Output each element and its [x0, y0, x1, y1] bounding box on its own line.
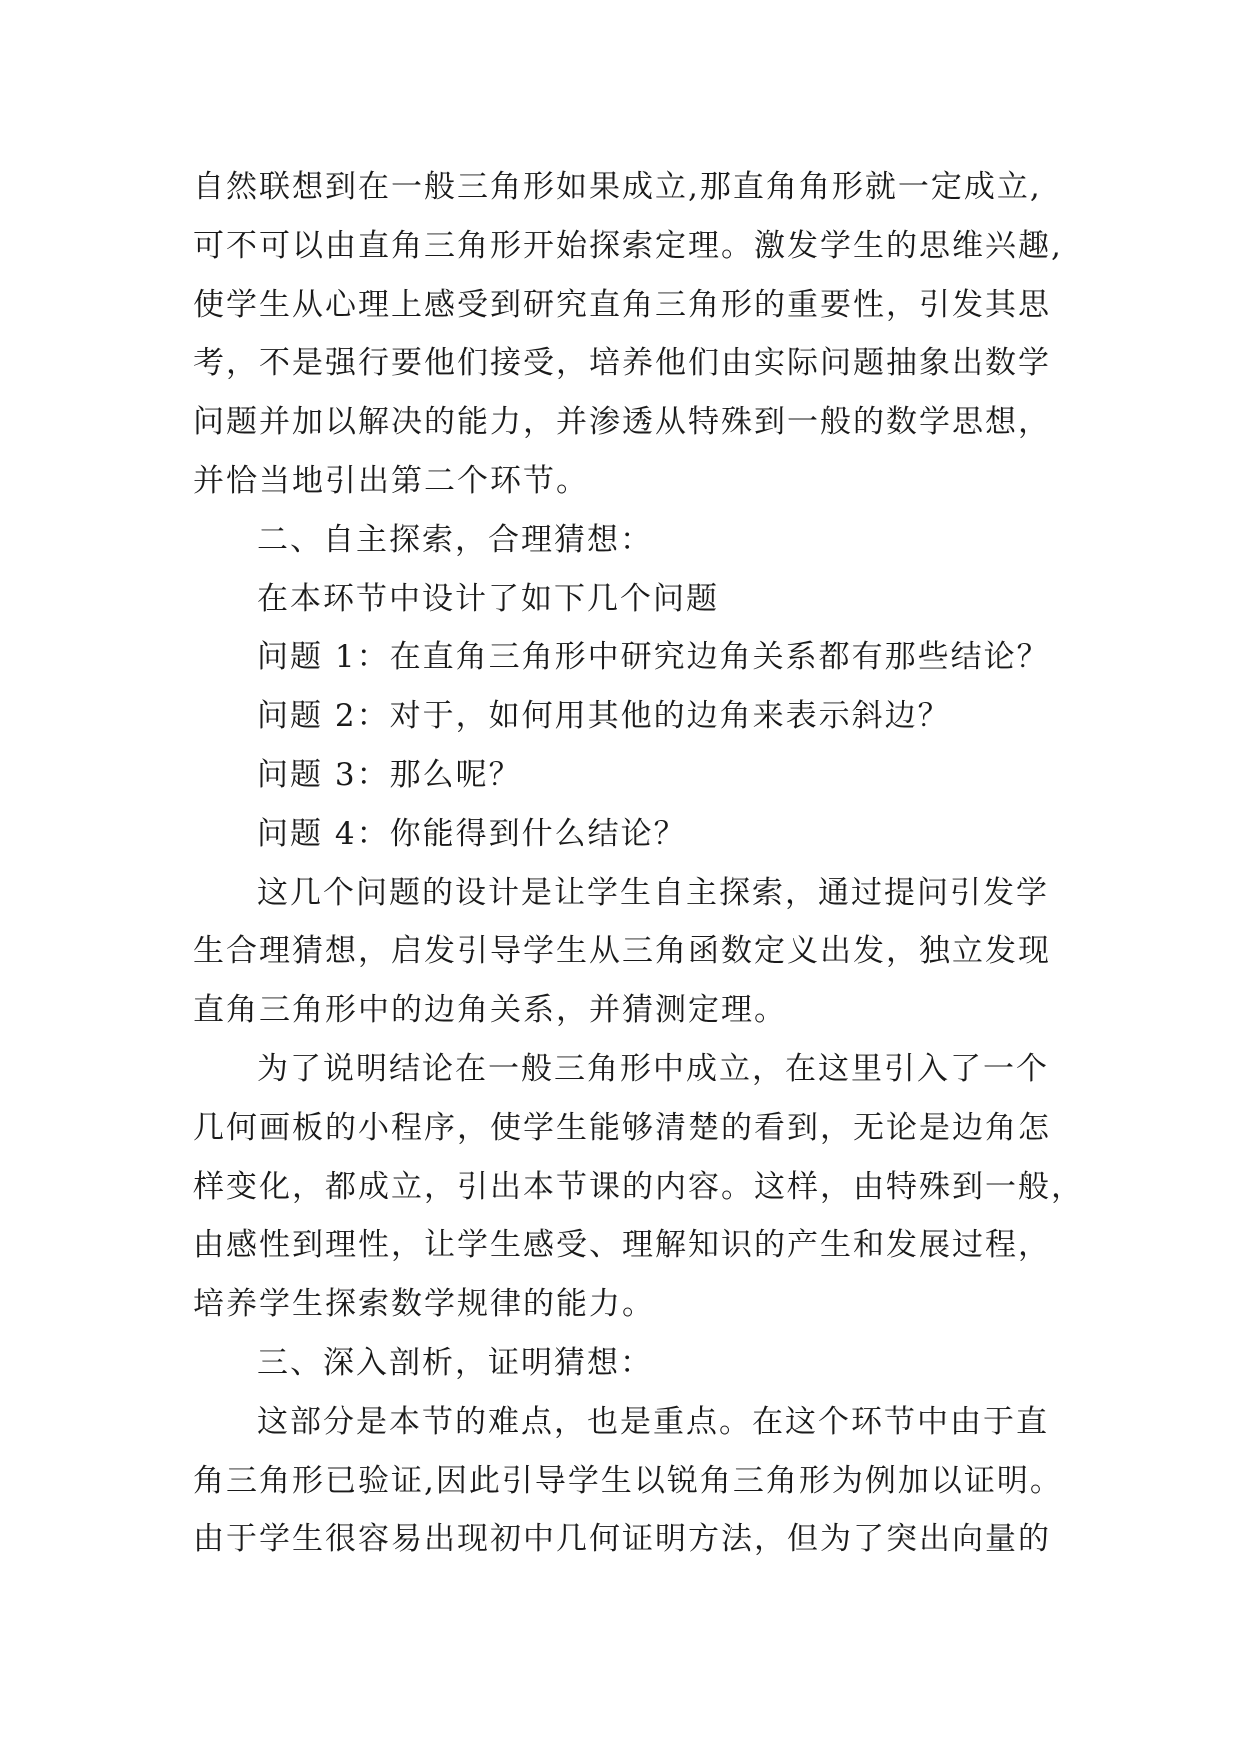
text-line: 生合理猜想，启发引导学生从三角函数定义出发，独立发现 [193, 933, 1051, 970]
question-line: 问题 2：对于，如何用其他的边角来表示斜边？ [257, 698, 951, 735]
text-line: 考，不是强行要他们接受，培养他们由实际问题抽象出数学 [193, 345, 1051, 382]
text-line: 在本环节中设计了如下几个问题 [257, 580, 719, 617]
question-line: 问题 3：那么呢？ [257, 756, 522, 793]
text-line: 这几个问题的设计是让学生自主探索，通过提问引发学 [257, 874, 1049, 911]
text-line: 样变化，都成立，引出本节课的内容。这样，由特殊到一般， [193, 1168, 1084, 1205]
question-line: 问题 4：你能得到什么结论？ [257, 815, 687, 852]
text-line: 为了说明结论在一般三角形中成立，在这里引入了一个 [257, 1050, 1049, 1087]
section-heading: 三、深入剖析，证明猜想： [257, 1344, 653, 1381]
text-line: 培养学生探索数学规律的能力。 [193, 1286, 655, 1323]
text-line: 由于学生很容易出现初中几何证明方法，但为了突出向量的 [193, 1521, 1051, 1558]
text-line: 直角三角形中的边角关系，并猜测定理。 [193, 992, 787, 1029]
question-line: 问题 1：在直角三角形中研究边角关系都有那些结论？ [257, 639, 1050, 676]
text-line: 问题并加以解决的能力，并渗透从特殊到一般的数学思想， [193, 404, 1051, 441]
section-heading: 二、自主探索，合理猜想： [257, 521, 653, 558]
text-line: 由感性到理性，让学生感受、理解知识的产生和发展过程， [193, 1227, 1051, 1264]
text-line: 自然联想到在一般三角形如果成立,那直角角形就一定成立, [193, 169, 1042, 205]
text-line: 这部分是本节的难点，也是重点。在这个环节中由于直 [257, 1403, 1049, 1440]
text-line: 几何画板的小程序，使学生能够清楚的看到，无论是边角怎 [193, 1109, 1051, 1146]
text-line: 使学生从心理上感受到研究直角三角形的重要性，引发其思 [193, 286, 1051, 323]
text-line: 可不可以由直角三角形开始探索定理。激发学生的思维兴趣, [193, 227, 1063, 264]
text-line: 角三角形已验证,因此引导学生以锐角三角形为例加以证明。 [193, 1462, 1063, 1499]
text-line: 并恰当地引出第二个环节。 [193, 462, 589, 499]
document-body [193, 158, 1083, 1569]
